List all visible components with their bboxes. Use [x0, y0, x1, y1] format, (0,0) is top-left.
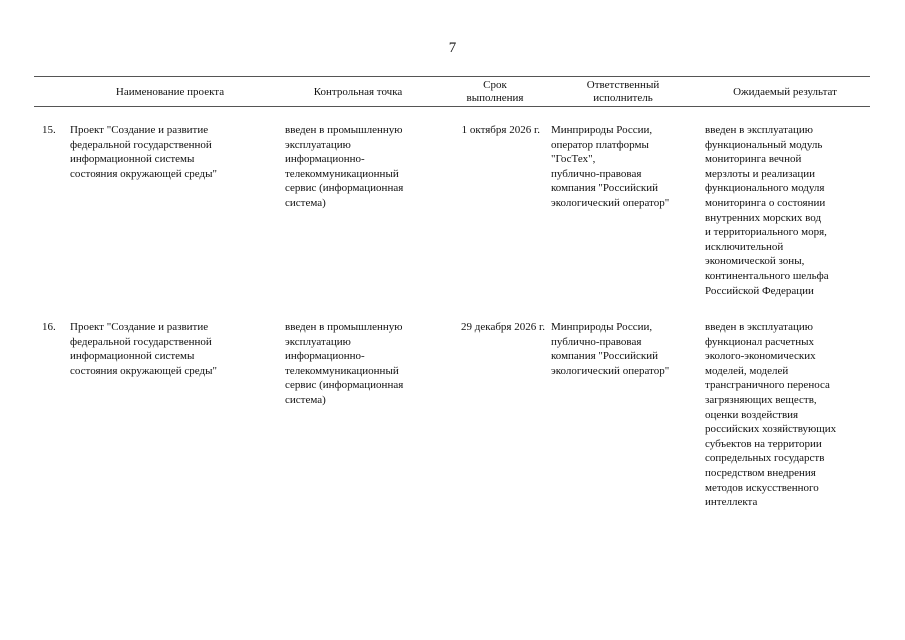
row-responsible: Минприроды России, оператор платформы "ГосТех", публично-правовая компания "Российский экологический оператор" [551, 124, 670, 209]
header-name: Наименование проекта [115, 85, 225, 98]
header-deadline: Срок выполнения [466, 79, 524, 104]
row-project-name: Проект "Создание и развитие федеральной государственной информационной системы состояния окружающей среды" [70, 124, 217, 180]
header-responsible: Ответственный исполнитель [586, 79, 660, 104]
table-header-rule [34, 106, 870, 107]
row-deadline: 1 октября 2026 г. [461, 124, 540, 136]
row-number: 16. [42, 321, 56, 333]
row-deadline: 29 декабря 2026 г. [461, 321, 545, 333]
table-top-rule [34, 76, 870, 77]
row-checkpoint: введен в промышленную эксплуатацию информационно- телекоммуникационный сервис (информационная система) [285, 124, 404, 209]
row-result: введен в эксплуатацию функциональный модуль мониторинга вечной мерзлоты и реализации функционального модуля мониторинга о состоянии внутренних морских вод и территориального моря, исключительной экономической зоны, континентального шельфа Российской Федерации [705, 124, 829, 297]
header-result: Ожидаемый результат [733, 85, 837, 98]
row-checkpoint: введен в промышленную эксплуатацию информационно- телекоммуникационный сервис (информационная система) [285, 321, 404, 406]
row-project-name: Проект "Создание и развитие федеральной государственной информационной системы состояния окружающей среды" [70, 321, 217, 377]
row-number: 15. [42, 124, 56, 136]
row-result: введен в эксплуатацию функционал расчетных эколого-экономических моделей, моделей трансграничного переноса загрязняющих веществ, оценки воздействия российских хозяйствующих субъектов на территории сопредельных государств посредством внедрения методов искусственного интеллекта [705, 321, 837, 509]
row-responsible: Минприроды России, публично-правовая компания "Российский экологический оператор" [551, 321, 670, 377]
page-number: 7 [448, 40, 457, 56]
header-checkpoint: Контрольная точка [313, 85, 403, 98]
